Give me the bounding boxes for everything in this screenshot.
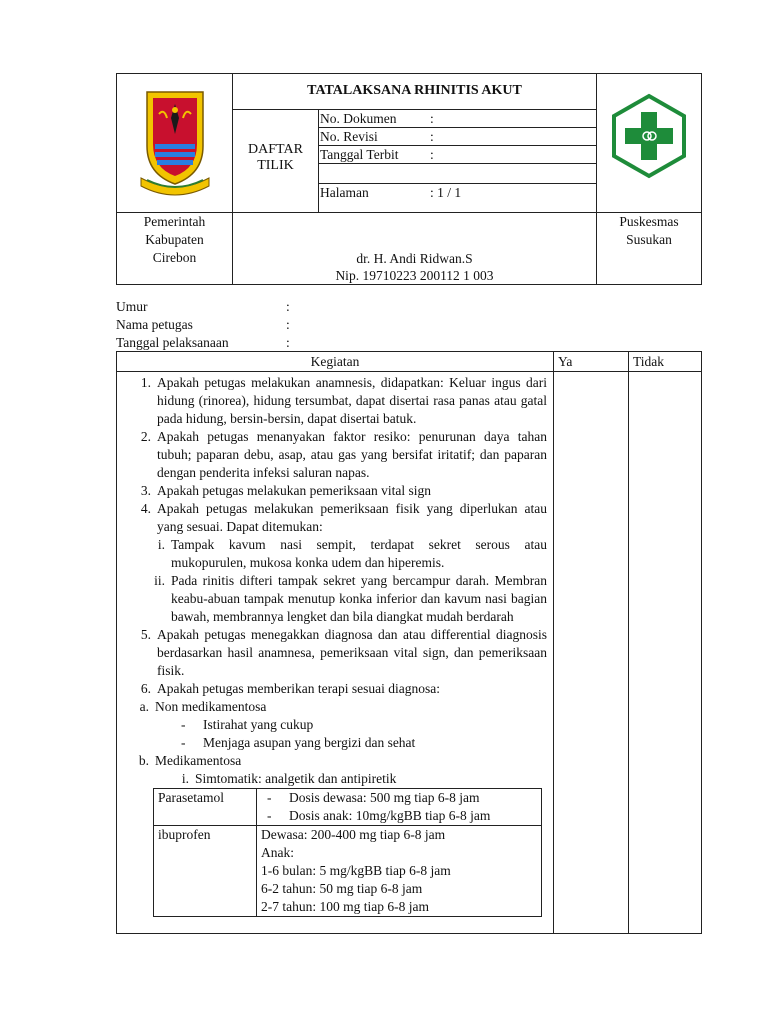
- meta-row: [319, 146, 596, 164]
- drug-name: Parasetamol: [154, 789, 257, 826]
- checklist-table: [116, 351, 702, 934]
- checklist-item: 1. Apakah petugas melakukan anamnesis, didapatkan: Keluar ingus dari hidung (rinorea), hidung tersumbat, dapat disertai rasa panas atau gatal pada hidung, bersin-bersin, dapat disertai batuk.: [140, 375, 547, 426]
- left-org-line: Pemerintah: [143, 214, 206, 229]
- info-row: [116, 334, 290, 352]
- meta-value: :: [429, 110, 596, 128]
- sub-item: a. Non medikamentosa: [139, 699, 267, 714]
- sub-item: i. Simtomatik: analgetik dan antipiretik: [181, 771, 397, 786]
- checklist-header-row: [117, 352, 702, 372]
- info-value: :: [286, 335, 290, 350]
- meta-value: [429, 164, 596, 184]
- signatory-name: dr. H. Andi Ridwan.S: [356, 251, 473, 266]
- drug-dosage: - Dosis dewasa: 500 mg tiap 6-8 jam - Dosis anak: 10mg/kgBB tiap 6-8 jam: [257, 789, 542, 826]
- checklist-item: 6. Apakah petugas memberikan terapi sesuai diagnosa:: [140, 681, 441, 696]
- doc-type-cell: [233, 110, 319, 213]
- meta-row: [319, 164, 596, 184]
- left-org-cell: [117, 213, 233, 285]
- info-value: :: [286, 317, 290, 332]
- sub-item: b. Medikamentosa: [138, 753, 242, 768]
- puskesmas-logo-icon: [597, 74, 702, 208]
- checklist-item: 5. Apakah petugas menegakkan diagnosa dan atau differential diagnosis berdasarkan hasil anamnesa, pemeriksaan vital sign, dan pemeriksaan fisik.: [140, 627, 547, 678]
- document-title: TATALAKSANA RHINITIS AKUT: [233, 74, 597, 110]
- drug-table: [153, 788, 542, 917]
- info-label: Nama petugas: [116, 317, 193, 332]
- meta-label: No. Dokumen: [319, 110, 429, 128]
- meta-row: [319, 110, 596, 128]
- meta-label: [319, 164, 429, 184]
- drug-name: ibuprofen: [154, 826, 257, 917]
- signatory-nip: Nip. 19710223 200112 1 003: [335, 268, 494, 283]
- doc-type-line1: DAFTAR: [248, 142, 303, 157]
- meta-value: :: [429, 128, 596, 146]
- col-ya: Ya: [554, 352, 629, 372]
- left-org-line: Cirebon: [152, 250, 197, 265]
- checklist-item: 4. Apakah petugas melakukan pemeriksaan fisik yang diperlukan atau yang sesuai. Dapat ditemukan:: [140, 501, 547, 534]
- meta-cell: [319, 110, 597, 213]
- meta-label: No. Revisi: [319, 128, 429, 146]
- right-org-cell: [597, 213, 702, 285]
- drug-row: [154, 789, 542, 826]
- checklist-item: 3. Apakah petugas melakukan pemeriksaan vital sign: [140, 483, 432, 498]
- cirebon-regency-emblem-icon: [117, 74, 233, 208]
- meta-row: [319, 184, 596, 202]
- drug-row: [154, 826, 542, 917]
- left-org-line: Kabupaten: [145, 232, 204, 247]
- doc-type-line2: TILIK: [257, 158, 294, 173]
- info-label: Tanggal pelaksanaan: [116, 335, 229, 350]
- info-row: [116, 316, 290, 334]
- checklist-item: 2. Apakah petugas menanyakan faktor resiko: penurunan daya tahan tubuh; paparan debu, asap, atau gas yang bersifat iritatif; dan paparan dengan penderita infeksi saluran napas.: [140, 429, 547, 480]
- document-meta: [319, 110, 596, 201]
- info-value: :: [286, 299, 290, 314]
- meta-value: :: [429, 146, 596, 164]
- tidak-checkbox-cell[interactable]: [629, 372, 702, 934]
- puskesmas-logo-cell: [597, 74, 702, 213]
- dash-item: - Menjaga asupan yang bergizi dan sehat: [181, 735, 416, 750]
- meta-row: [319, 128, 596, 146]
- right-org-line: Puskesmas: [619, 214, 679, 229]
- ya-checkbox-cell[interactable]: [554, 372, 629, 934]
- checklist-items-cell: [117, 372, 554, 934]
- meta-label: Tanggal Terbit: [319, 146, 429, 164]
- info-block: [116, 298, 290, 352]
- col-kegiatan: Kegiatan: [117, 352, 554, 372]
- info-row: [116, 298, 290, 316]
- right-org-line: Susukan: [626, 232, 672, 247]
- info-label: Umur: [116, 299, 148, 314]
- signatory-cell: [233, 213, 597, 285]
- sub-item: ii. Pada rinitis difteri tampak sekret yang bercampur darah. Membran keabu-abuan tampak menutup konka inferior dan kavum nasi bagian bawah, membrannya lengket dan bila diangkat mudah berdarah: [154, 573, 547, 624]
- meta-label: Halaman: [320, 185, 369, 200]
- regency-logo-cell: [117, 74, 233, 213]
- dash-item: - Istirahat yang cukup: [181, 717, 314, 732]
- sub-item: i. Tampak kavum nasi sempit, terdapat sekret serous atau mukopurulen, mukosa konka udem dan hiperemis.: [157, 537, 547, 570]
- document-header: [116, 73, 702, 285]
- meta-value: : 1 / 1: [430, 185, 462, 200]
- drug-dosage: Dewasa: 200-400 mg tiap 6-8 jam Anak: 1-6 bulan: 5 mg/kgBB tiap 6-8 jam 6-2 tahun: 50 mg tiap 6-8 jam 2-7 tahun: 100 mg tiap 6-8 jam: [257, 826, 542, 917]
- col-tidak: Tidak: [629, 352, 702, 372]
